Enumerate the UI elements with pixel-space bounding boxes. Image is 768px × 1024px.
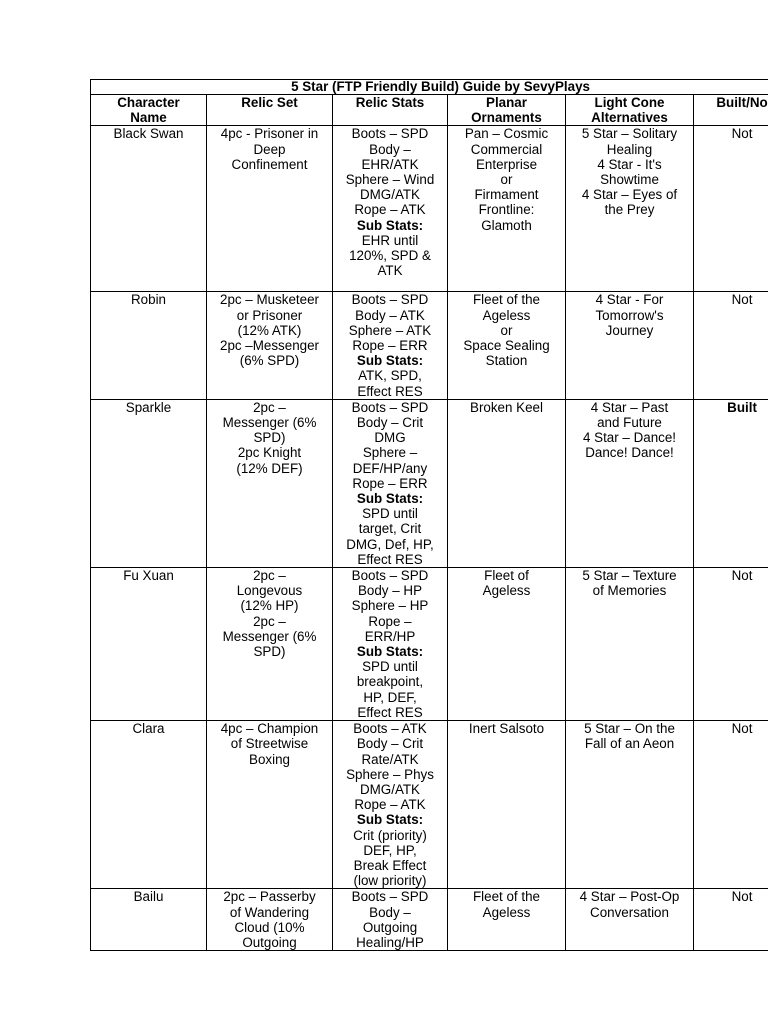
header-text: Planar: [486, 95, 527, 110]
cell-text: or Prisoner: [236, 307, 303, 323]
cell-text: Longevous: [236, 583, 303, 599]
cell-text: Body – ATK: [355, 307, 425, 323]
table-row: [91, 889, 768, 951]
cell-text: Cloud (10%: [234, 919, 305, 935]
cell-text: Not: [731, 292, 753, 308]
cell-text: Sub Stats:: [356, 217, 424, 233]
planar-ornaments-cell: [448, 568, 566, 721]
built-status-cell: [694, 889, 768, 951]
cell-text: DMG/ATK: [359, 187, 420, 203]
light-cone-cell: [566, 292, 694, 399]
cell-text: Effect RES: [357, 383, 423, 399]
cell-text: ATK, SPD,: [358, 368, 422, 384]
header-text: Ornaments: [471, 110, 542, 126]
cell-text: Sphere – HP: [351, 598, 429, 614]
relic-stats-cell: [333, 889, 448, 951]
cell-text: Fleet of the: [473, 292, 540, 308]
relic-stats-cell: [333, 126, 448, 292]
cell-text: 4 Star - For: [595, 292, 664, 308]
cell-text: Enterprise: [475, 156, 538, 172]
header-light-cone: [566, 95, 694, 126]
relic-stats-cell: [333, 399, 448, 567]
cell-text: Sphere – ATK: [348, 322, 432, 338]
cell-text: HP, DEF,: [363, 689, 417, 705]
cell-text: of Wandering: [229, 904, 310, 920]
cell-text: Body – Crit: [356, 415, 424, 431]
relic-set-cell: [207, 568, 333, 721]
planar-ornaments-cell: [448, 292, 566, 399]
title-row: [91, 80, 768, 95]
built-status-cell: [694, 126, 768, 292]
table-row: [91, 568, 768, 721]
cell-text: Boots – SPD: [351, 292, 429, 308]
cell-text: Pan – Cosmic: [464, 126, 549, 142]
header-built: [694, 95, 768, 126]
character-cell: [91, 292, 207, 399]
header-text: Relic Set: [241, 95, 298, 110]
cell-text: Sub Stats:: [356, 812, 424, 828]
cell-text: Sparkle: [125, 399, 172, 415]
light-cone-cell: [566, 889, 694, 951]
cell-text: Ageless: [482, 307, 531, 323]
cell-text: breakpoint,: [356, 674, 424, 690]
cell-text: DEF, HP,: [363, 842, 417, 858]
cell-text: of Streetwise: [230, 736, 309, 752]
cell-text: Boots – SPD: [351, 568, 429, 584]
cell-text: the Prey: [604, 202, 655, 218]
cell-text: SPD): [253, 644, 286, 660]
cell-text: Sphere –: [362, 445, 418, 461]
cell-text: Sub Stats:: [356, 644, 424, 660]
cell-text: Fu Xuan: [123, 568, 174, 584]
cell-text: SPD until: [362, 506, 418, 522]
cell-text: Boots – ATK: [353, 721, 427, 737]
header-text: Built/No: [716, 95, 768, 110]
cell-text: Fleet of the: [473, 889, 540, 905]
cell-text: (6% SPD): [239, 353, 300, 369]
relic-set-cell: [207, 292, 333, 399]
relic-set-cell: [207, 889, 333, 951]
cell-text: ATK: [377, 263, 403, 279]
cell-text: DMG/ATK: [359, 781, 420, 797]
cell-text: Boots – SPD: [351, 889, 429, 905]
cell-text: Bailu: [133, 889, 164, 905]
cell-text: 2pc –Messenger: [220, 338, 319, 354]
cell-text: Dance! Dance!: [585, 445, 674, 461]
cell-text: 2pc – Musketeer: [220, 292, 319, 308]
header-text: Name: [130, 110, 167, 126]
cell-text: Sub Stats:: [356, 491, 424, 507]
table-title: 5 Star (FTP Friendly Build) Guide by SevyPlays: [91, 80, 768, 95]
built-status-cell: [694, 292, 768, 399]
cell-text: Effect RES: [357, 704, 423, 720]
cell-text: Not: [731, 126, 753, 142]
header-text: Alternatives: [591, 110, 668, 126]
cell-text: Outgoing: [242, 934, 297, 950]
cell-text: Journey: [605, 322, 654, 338]
cell-text: 2pc – Passerby: [223, 889, 316, 905]
cell-text: 120%, SPD &: [349, 248, 431, 264]
cell-text: Break Effect: [353, 857, 427, 873]
cell-text: Rate/ATK: [361, 751, 419, 767]
table-row: [91, 126, 768, 292]
header-relic-stats: [333, 95, 448, 126]
cell-text: Ageless: [482, 583, 531, 599]
cell-text: (12% ATK): [237, 322, 302, 338]
cell-text: Messenger (6%: [222, 415, 317, 431]
light-cone-cell: [566, 721, 694, 889]
cell-text: 4pc - Prisoner in: [220, 126, 319, 142]
cell-text: target, Crit: [358, 521, 422, 537]
cell-text: (low priority): [353, 873, 427, 889]
light-cone-cell: [566, 126, 694, 292]
cell-text: Fleet of: [484, 568, 529, 584]
cell-text: Healing: [606, 141, 653, 157]
cell-text: Clara: [132, 721, 165, 737]
relic-stats-cell: [333, 292, 448, 399]
cell-text: Not: [731, 721, 753, 737]
cell-text: 4 Star – Dance!: [582, 430, 677, 446]
guide-table: [90, 79, 768, 951]
cell-text: 4 Star - It's: [597, 156, 662, 172]
relic-stats-cell: [333, 721, 448, 889]
cell-text: (12% DEF): [236, 460, 303, 476]
cell-text: 5 Star – Solitary: [581, 126, 678, 142]
cell-text: Body –: [369, 904, 411, 920]
character-cell: [91, 126, 207, 292]
cell-text: Frontline:: [478, 202, 535, 218]
cell-text: Sphere – Wind: [345, 172, 435, 188]
cell-text: SPD until: [362, 659, 418, 675]
header-row: [91, 95, 768, 126]
cell-text: Boots – SPD: [351, 399, 429, 415]
cell-text: 2pc –: [253, 613, 286, 629]
cell-text: 5 Star – On the: [584, 721, 675, 737]
cell-text: Body –: [369, 141, 411, 157]
cell-text: Fall of an Aeon: [584, 736, 675, 752]
cell-text: EHR until: [361, 232, 419, 248]
cell-text: Built: [727, 399, 757, 415]
cell-text: Rope –: [368, 613, 412, 629]
cell-text: Sphere – Phys: [346, 766, 434, 782]
cell-text: Black Swan: [113, 126, 184, 142]
cell-text: Robin: [131, 292, 166, 308]
cell-text: Confinement: [231, 156, 308, 172]
cell-text: Inert Salsoto: [468, 721, 545, 737]
cell-text: DEF/HP/any: [352, 460, 428, 476]
cell-text: 4 Star – Post-Op: [579, 889, 680, 905]
cell-text: Tomorrow's: [595, 307, 664, 323]
cell-text: Sub Stats:: [356, 353, 424, 369]
table-row: [91, 399, 768, 567]
cell-text: Body – Crit: [356, 736, 424, 752]
character-cell: [91, 721, 207, 889]
light-cone-cell: [566, 399, 694, 567]
cell-text: Showtime: [600, 172, 659, 188]
cell-text: or: [500, 172, 513, 188]
cell-text: Crit (priority): [353, 827, 427, 843]
cell-text: Conversation: [590, 904, 669, 920]
relic-set-cell: [207, 721, 333, 889]
relic-set-cell: [207, 399, 333, 567]
cell-text: Rope – ERR: [352, 338, 428, 354]
cell-text: Not: [731, 889, 753, 905]
planar-ornaments-cell: [448, 721, 566, 889]
cell-text: Body – HP: [357, 583, 422, 599]
cell-text: Rope – ATK: [354, 202, 426, 218]
header-planar-ornaments: [448, 95, 566, 126]
planar-ornaments-cell: [448, 889, 566, 951]
character-cell: [91, 568, 207, 721]
cell-text: 4 Star – Eyes of: [581, 187, 678, 203]
cell-text: Commercial: [470, 141, 543, 157]
cell-text: Rope – ERR: [352, 475, 428, 491]
light-cone-cell: [566, 568, 694, 721]
header-text: Light Cone: [594, 95, 665, 110]
table-body: [91, 126, 768, 951]
built-status-cell: [694, 399, 768, 567]
cell-text: Glamoth: [481, 217, 532, 233]
cell-text: DMG, Def, HP,: [346, 536, 434, 552]
cell-text: and Future: [597, 415, 662, 431]
cell-text: Healing/HP: [356, 934, 424, 950]
planar-ornaments-cell: [448, 399, 566, 567]
relic-stats-cell: [333, 568, 448, 721]
cell-text: SPD): [253, 430, 286, 446]
table-row: [91, 721, 768, 889]
cell-text: DMG: [374, 430, 406, 446]
built-status-cell: [694, 568, 768, 721]
cell-text: 4pc – Champion: [220, 721, 319, 737]
cell-text: Rope – ATK: [354, 797, 426, 813]
cell-text: of Memories: [592, 583, 667, 599]
cell-text: Boxing: [249, 751, 290, 767]
cell-text: Messenger (6%: [222, 628, 317, 644]
header-text: Character: [117, 95, 180, 110]
cell-text: (12% HP): [240, 598, 299, 614]
cell-text: ERR/HP: [364, 628, 416, 644]
header-relic-set: [207, 95, 333, 126]
cell-text: Boots – SPD: [351, 126, 429, 142]
character-cell: [91, 399, 207, 567]
cell-text: 2pc Knight: [237, 445, 302, 461]
cell-text: Ageless: [482, 904, 531, 920]
cell-text: Firmament: [474, 187, 539, 203]
header-text: Relic Stats: [355, 95, 425, 110]
built-status-cell: [694, 721, 768, 889]
planar-ornaments-cell: [448, 126, 566, 292]
cell-text: Station: [485, 353, 528, 369]
cell-text: or: [500, 322, 513, 338]
cell-text: 4 Star – Past: [590, 399, 669, 415]
cell-text: EHR/ATK: [361, 156, 419, 172]
character-cell: [91, 889, 207, 951]
relic-set-cell: [207, 126, 333, 292]
cell-text: Space Sealing: [463, 338, 550, 354]
cell-text: Outgoing: [362, 919, 418, 935]
header-character-name: [91, 95, 207, 126]
cell-text: Broken Keel: [470, 399, 543, 415]
table-row: [91, 292, 768, 399]
cell-text: 2pc –: [253, 399, 286, 415]
cell-text: 5 Star – Texture: [582, 568, 677, 584]
cell-text: Deep: [253, 141, 286, 157]
cell-text: 2pc –: [253, 568, 286, 584]
cell-text: Not: [731, 568, 753, 584]
cell-text: Effect RES: [357, 551, 423, 567]
